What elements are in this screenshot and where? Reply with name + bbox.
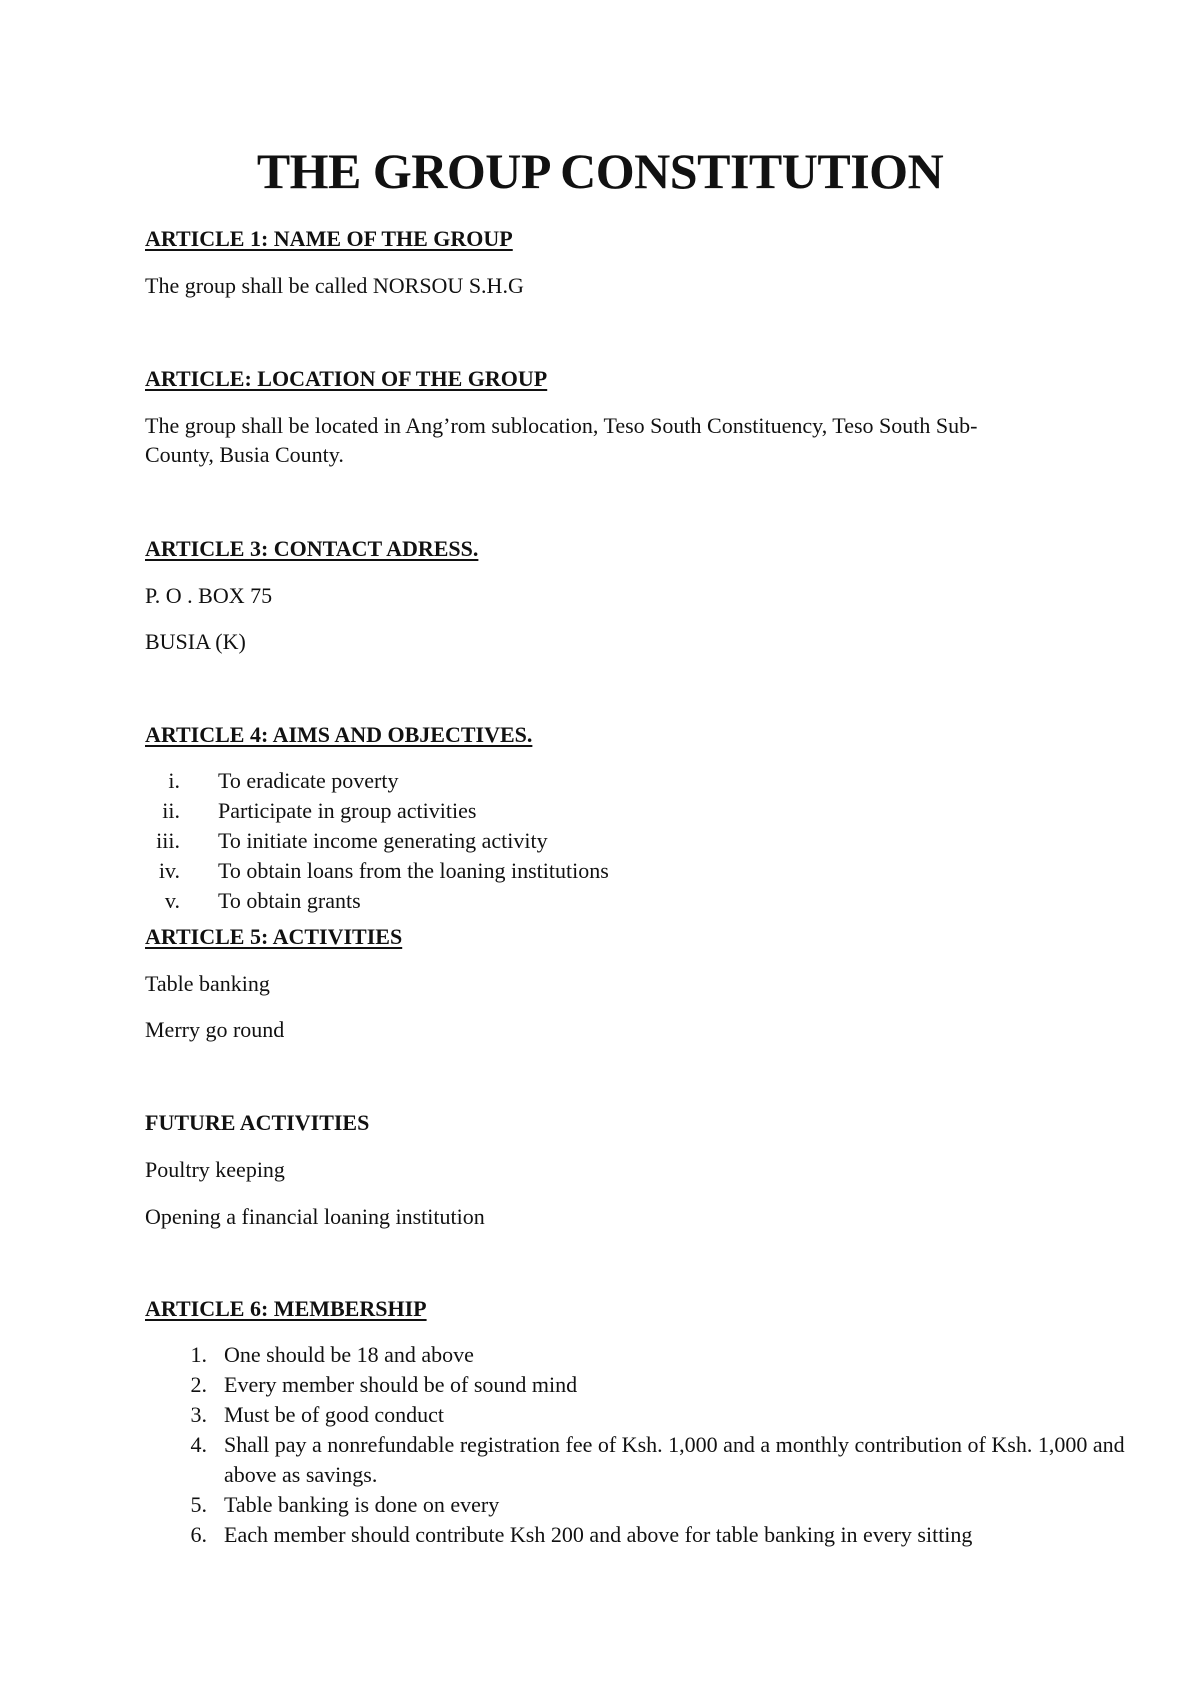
article-6-heading: ARTICLE 6: MEMBERSHIP bbox=[145, 1296, 427, 1321]
future-activity-item: Opening a financial loaning institution bbox=[145, 1204, 485, 1229]
list-item: ii. Participate in group activities bbox=[162, 798, 477, 823]
future-activities-heading: FUTURE ACTIVITIES bbox=[145, 1110, 370, 1135]
address-line-1: P. O . BOX 75 bbox=[145, 583, 273, 608]
activity-item: Table banking bbox=[145, 971, 270, 996]
article-3-heading: ARTICLE 3: CONTACT ADRESS. bbox=[145, 536, 479, 561]
document-title: THE GROUP CONSTITUTION bbox=[256, 143, 944, 199]
list-item: 6. Each member should contribute Ksh 200 and above for table banking in every sitting bbox=[190, 1522, 973, 1547]
list-item: v. To obtain grants bbox=[164, 888, 361, 913]
list-item: iii. To initiate income generating activity bbox=[156, 828, 548, 853]
list-item: 5. Table banking is done on every bbox=[190, 1492, 500, 1517]
list-item: 4. Shall pay a nonrefundable registration fee of Ksh. 1,000 and a monthly contribution of Ksh. 1,000 and above as savings. bbox=[190, 1432, 1125, 1487]
list-item: 1. One should be 18 and above bbox=[190, 1342, 474, 1367]
article-4-heading: ARTICLE 4: AIMS AND OBJECTIVES. bbox=[145, 722, 533, 747]
list-item: i. To eradicate poverty bbox=[168, 768, 399, 793]
list-item: iv. To obtain loans from the loaning institutions bbox=[158, 858, 609, 883]
future-activity-item: Poultry keeping bbox=[145, 1157, 285, 1182]
article-2-text: The group shall be located in Ang’rom sublocation, Teso South Constituency, Teso South Sub-County, Busia County. bbox=[145, 413, 978, 467]
article-5-heading: ARTICLE 5: ACTIVITIES bbox=[145, 924, 403, 949]
list-item: 2. Every member should be of sound mind bbox=[190, 1372, 578, 1397]
membership-list bbox=[145, 1340, 1174, 1550]
list-item: 3. Must be of good conduct bbox=[190, 1402, 444, 1427]
article-1-text: The group shall be called NORSOU S.H.G bbox=[145, 273, 524, 298]
address-line-2: BUSIA (K) bbox=[145, 629, 246, 654]
article-2-heading: ARTICLE: LOCATION OF THE GROUP bbox=[145, 366, 548, 391]
article-1-heading: ARTICLE 1: NAME OF THE GROUP bbox=[145, 226, 513, 251]
activity-item: Merry go round bbox=[145, 1017, 285, 1042]
aims-list bbox=[145, 766, 609, 916]
